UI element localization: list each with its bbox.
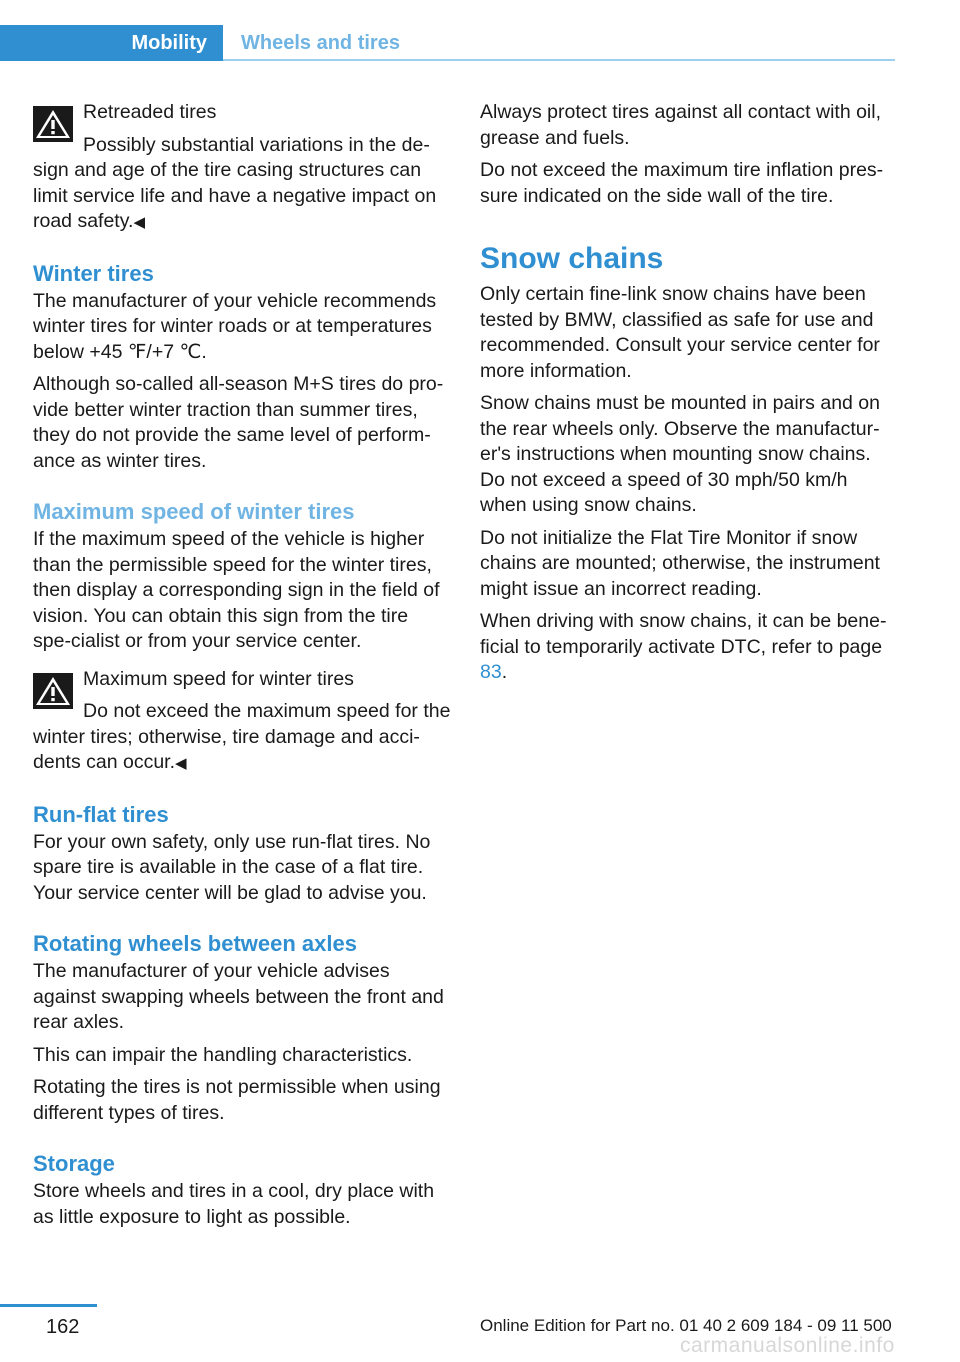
warning-retreaded-tires	[33, 100, 451, 236]
chapter-tab[interactable]: Mobility	[0, 25, 223, 61]
warning-body: Possibly substantial variations in the de‐sign and age of the tire casing structures can limit service life and have a negative impact on road safety.	[33, 133, 437, 232]
paragraph-end: .	[501, 661, 508, 683]
paragraph: Always protect tires against all contact with oil, grease and fuels.	[480, 101, 882, 149]
paragraph: The manufacturer of your vehicle advises against swapping wheels between the front and rear axles.	[33, 960, 444, 1033]
left-column	[33, 100, 451, 1237]
paragraph: Only certain fine-link snow chains have been tested by BMW, classified as safe for use and recommended. Consult your service center for more information.	[480, 283, 880, 382]
right-column	[480, 100, 898, 693]
warning-triangle-icon	[33, 673, 73, 709]
paragraph: Although so-called all-season M+S tires do pro‐vide better winter traction than summer tires, they do not provide the same level of perform‐ance as winter tires.	[33, 373, 444, 472]
warning-body: Do not exceed the maximum speed for the winter tires; otherwise, tire damage and acci‐dents can occur.	[33, 700, 451, 773]
page-header	[0, 0, 960, 62]
heading-run-flat-tires: Run-flat tires	[33, 801, 169, 827]
paragraph: Do not exceed the maximum tire inflation pres‐sure indicated on the side wall of the tire.	[480, 159, 884, 207]
paragraph: Do not initialize the Flat Tire Monitor if snow chains are mounted; otherwise, the instrument might issue an incorrect reading.	[480, 526, 880, 600]
paragraph: Rotating the tires is not permissible when using different types of tires.	[33, 1076, 441, 1124]
paragraph: Snow chains must be mounted in pairs and on the rear wheels only. Observe the manufactur‐er's instructions when mounting snow chains. Do not exceed a speed of 30 mph/50 km/h when using snow chains.	[480, 392, 880, 516]
paragraph: The manufacturer of your vehicle recommends winter tires for winter roads or at temperatures below +45 ℉/+7 ℃.	[33, 289, 437, 363]
warning-title: Retreaded tires	[83, 101, 217, 123]
paragraph: If the maximum speed of the vehicle is higher than the permissible speed for the winter tires, then display a corresponding sign in the field of vision. You can obtain this sign from the tire spe‐cialist or from your service center.	[33, 528, 440, 652]
section-tab[interactable]: Wheels and tires	[241, 32, 400, 54]
heading-winter-tires: Winter tires	[33, 260, 154, 286]
paragraph-text: When driving with snow chains, it can be bene‐ficial to temporarily activate DTC, refer to page	[480, 610, 887, 658]
watermark: carmanualsonline.info	[680, 1334, 895, 1357]
warning-maximum-speed	[33, 667, 451, 777]
heading-rotating-wheels: Rotating wheels between axles	[33, 931, 357, 956]
end-marker: ◀	[133, 214, 145, 231]
paragraph: For your own safety, only use run-flat tires. No spare tire is available in the case of a flat tire. Your service center will be glad to advise you.	[33, 830, 431, 904]
page-reference-link[interactable]: 83	[480, 661, 502, 683]
end-marker: ◀	[175, 755, 187, 772]
paragraph: Store wheels and tires in a cool, dry place with as little exposure to light as possible.	[33, 1180, 435, 1228]
heading-snow-chains: Snow chains	[480, 242, 664, 275]
header-divider	[223, 59, 895, 61]
warning-title: Maximum speed for winter tires	[83, 667, 354, 690]
edition-note: Online Edition for Part no. 01 40 2 609 184 - 09 11 500	[480, 1316, 892, 1335]
heading-storage: Storage	[33, 1151, 115, 1176]
footer-divider	[0, 1304, 97, 1307]
paragraph: This can impair the handling characteristics.	[33, 1043, 413, 1066]
warning-triangle-icon	[33, 106, 73, 142]
heading-maximum-speed-winter-tires: Maximum speed of winter tires	[33, 499, 355, 524]
page-number: 162	[46, 1316, 80, 1338]
paragraph-with-link	[480, 609, 898, 686]
